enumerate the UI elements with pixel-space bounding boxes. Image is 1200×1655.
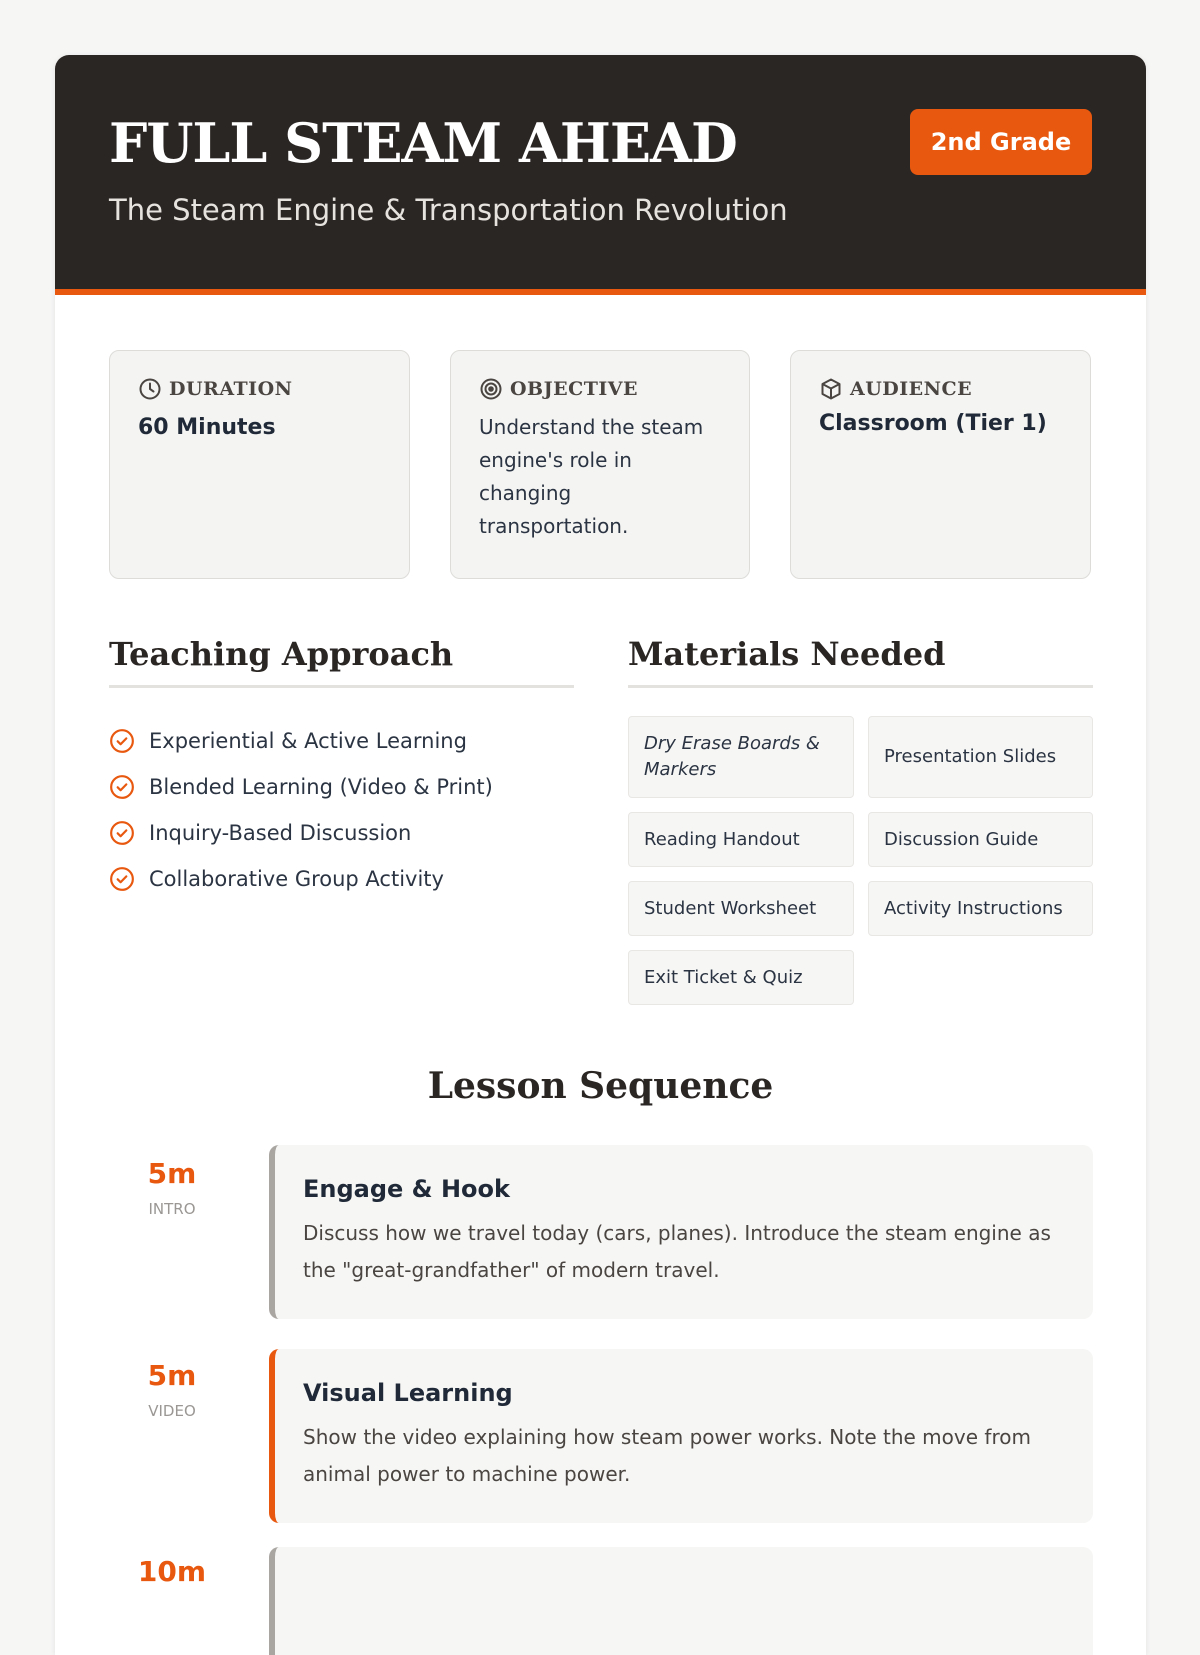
step-duration: 5m	[147, 1359, 197, 1392]
step-description: Discuss how we travel today (cars, planes). Introduce the steam engine as the "great-grandfather" of modern travel.	[303, 1221, 1051, 1282]
step-name: Engage & Hook	[303, 1175, 510, 1203]
materials-grid	[628, 716, 1093, 1005]
duration-label: DURATION	[138, 377, 381, 401]
approach-list	[109, 718, 574, 902]
material-item: Exit Ticket & Quiz	[628, 950, 854, 1005]
teaching-approach-title: Teaching Approach	[109, 635, 574, 688]
step-time	[117, 1157, 227, 1218]
lesson-sequence-title: Lesson Sequence	[427, 1065, 774, 1107]
step-duration: 10m	[137, 1555, 207, 1588]
material-item: Dry Erase Boards & Markers	[628, 716, 854, 798]
step-time	[117, 1555, 227, 1588]
materials-title: Materials Needed	[628, 635, 1093, 688]
step-duration: 5m	[147, 1157, 197, 1190]
cube-icon	[819, 377, 843, 401]
check-circle-icon	[109, 820, 135, 846]
material-item: Discussion Guide	[868, 812, 1093, 867]
lesson-plan-card	[55, 55, 1146, 1655]
objective-box	[450, 350, 750, 579]
material-item: Student Worksheet	[628, 881, 854, 936]
check-circle-icon	[109, 774, 135, 800]
step-card	[269, 1547, 1093, 1655]
approach-item: Inquiry-Based Discussion	[109, 810, 574, 856]
step-tag: VIDEO	[148, 1402, 196, 1420]
audience-label: AUDIENCE	[819, 377, 1062, 401]
objective-label: OBJECTIVE	[479, 377, 721, 401]
duration-box	[109, 350, 410, 579]
lesson-subtitle: The Steam Engine & Transportation Revolution	[109, 193, 788, 227]
teaching-approach-section	[109, 635, 574, 902]
audience-value: Classroom (Tier 1)	[819, 411, 1047, 436]
grade-badge: 2nd Grade	[910, 109, 1092, 175]
approach-item: Collaborative Group Activity	[109, 856, 574, 902]
material-item: Presentation Slides	[868, 716, 1093, 798]
step-card	[269, 1349, 1093, 1523]
step-name: Visual Learning	[303, 1379, 513, 1407]
info-row	[109, 350, 1091, 579]
check-circle-icon	[109, 728, 135, 754]
material-item: Reading Handout	[628, 812, 854, 867]
objective-value: Understand the steam engine's role in changing transportation.	[479, 415, 704, 538]
clock-icon	[138, 377, 162, 401]
lesson-header	[55, 55, 1146, 295]
step-tag: INTRO	[148, 1200, 196, 1218]
materials-section	[628, 635, 1093, 1005]
step-card	[269, 1145, 1093, 1319]
duration-value: 60 Minutes	[138, 415, 276, 440]
step-time	[117, 1359, 227, 1420]
check-circle-icon	[109, 866, 135, 892]
material-item: Activity Instructions	[868, 881, 1093, 936]
step-description: Show the video explaining how steam power works. Note the move from animal power to machine power.	[303, 1425, 1031, 1486]
audience-box	[790, 350, 1091, 579]
target-icon	[479, 377, 503, 401]
lesson-title: FULL STEAM AHEAD	[109, 111, 737, 175]
approach-item: Blended Learning (Video & Print)	[109, 764, 574, 810]
approach-item: Experiential & Active Learning	[109, 718, 574, 764]
